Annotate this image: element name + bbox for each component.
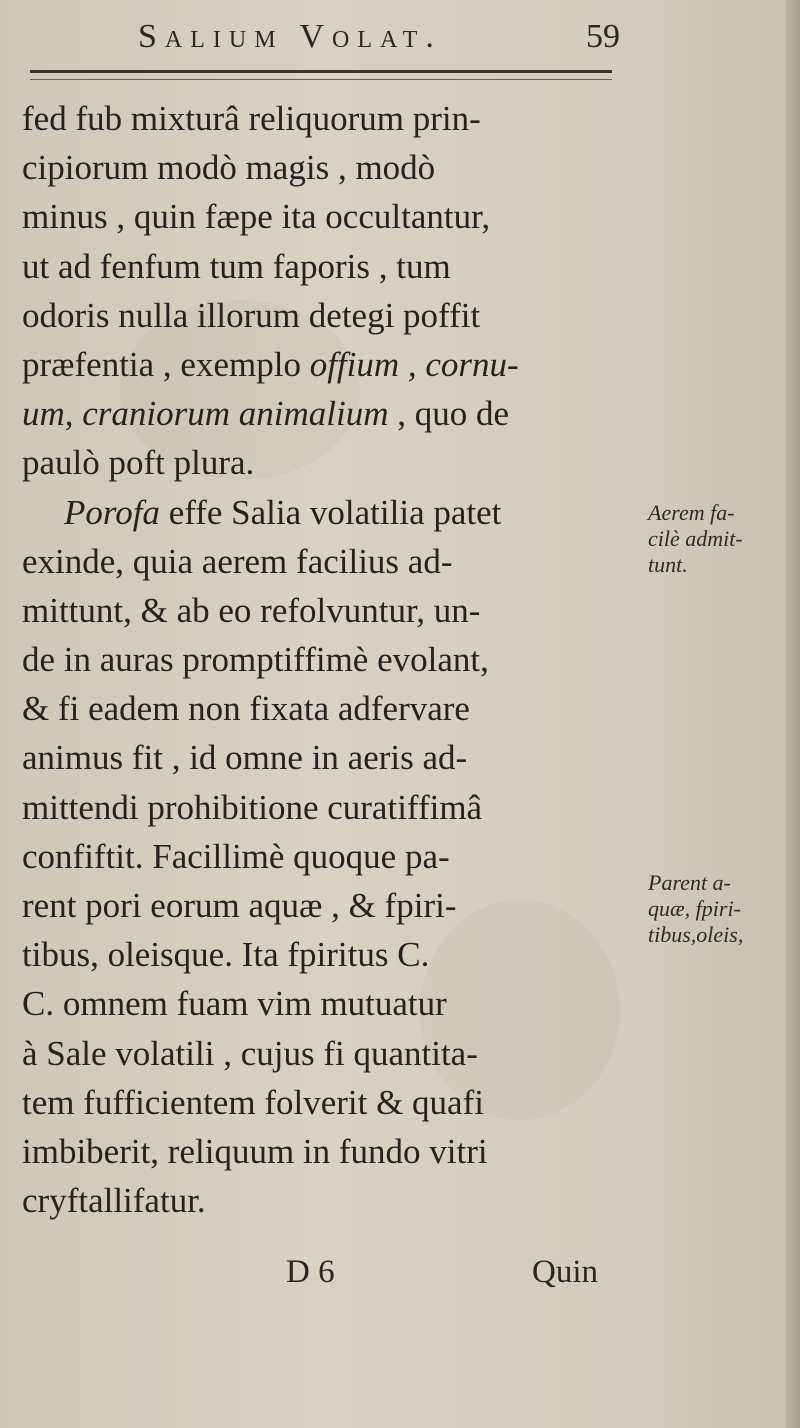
margin-note-line: Parent a- bbox=[648, 870, 731, 895]
text-segment: effe Salia volatilia patet bbox=[159, 492, 502, 532]
margin-note-parent bbox=[648, 870, 788, 948]
text-line: ut ad fenfum tum faporis , tum bbox=[22, 246, 451, 286]
margin-note-line: Aerem fa- bbox=[648, 500, 735, 525]
text-segment: præfentia , exemplo bbox=[22, 344, 310, 384]
text-line: à Sale volatili , cujus fi quantita- bbox=[22, 1033, 478, 1073]
text-line: confiftit. Facillimè quoque pa- bbox=[22, 836, 450, 876]
text-line: mittendi prohibitione curatiffimâ bbox=[22, 787, 483, 827]
head-rule bbox=[30, 70, 612, 80]
text-line: minus , quin fæpe ita occultantur, bbox=[22, 197, 491, 237]
running-head bbox=[130, 12, 650, 60]
margin-note-aerem bbox=[648, 500, 788, 578]
page-edge bbox=[786, 0, 800, 1428]
margin-note-line: tunt. bbox=[648, 552, 688, 577]
catchline bbox=[22, 1250, 642, 1300]
margin-note-line: cilè admit- bbox=[648, 526, 743, 551]
text-line: mittunt, & ab eo refolvuntur, un- bbox=[22, 590, 481, 630]
text-line bbox=[22, 488, 642, 537]
text-line: tibus, oleisque. Ita fpiritus C. bbox=[22, 935, 430, 975]
text-line: animus fit , id omne in aeris ad- bbox=[22, 738, 468, 778]
body-text bbox=[22, 94, 642, 1225]
text-line: fed fub mixturâ reliquorum prin- bbox=[22, 99, 481, 138]
text-segment: , quo de bbox=[388, 394, 510, 434]
text-line: de in auras promptiffimè evolant, bbox=[22, 640, 489, 680]
margin-note-line: tibus,oleis, bbox=[648, 922, 744, 947]
margin-note-line: quæ, fpiri- bbox=[648, 896, 741, 921]
catchword: Quin bbox=[532, 1254, 598, 1290]
text-line: odoris nulla illorum detegi poffit bbox=[22, 295, 481, 335]
running-head-title: Salium Volat. bbox=[138, 18, 442, 55]
text-line: paulò poft plura. bbox=[22, 443, 255, 483]
italic-segment: Porofa bbox=[64, 492, 160, 532]
text-line: cipiorum modò magis , modò bbox=[22, 148, 436, 188]
signature-mark: D 6 bbox=[286, 1254, 335, 1290]
text-line: tem fufficientem folverit & quafi bbox=[22, 1082, 484, 1122]
text-line bbox=[22, 340, 642, 389]
text-line: exinde, quia aerem facilius ad- bbox=[22, 541, 453, 581]
text-line: imbiberit, reliquum in fundo vitri bbox=[22, 1131, 488, 1171]
text-line: rent pori eorum aquæ , & fpiri- bbox=[22, 886, 457, 925]
page-number: 59 bbox=[586, 18, 620, 55]
text-line: C. omnem fuam vim mutuatur bbox=[22, 984, 447, 1024]
text-line: & fi eadem non fixata adfervare bbox=[22, 689, 470, 729]
text-line: cryftallifatur. bbox=[22, 1181, 206, 1221]
italic-segment: um, craniorum animalium bbox=[22, 394, 389, 434]
italic-segment: offium , cornu- bbox=[309, 344, 519, 384]
text-line bbox=[22, 389, 642, 438]
